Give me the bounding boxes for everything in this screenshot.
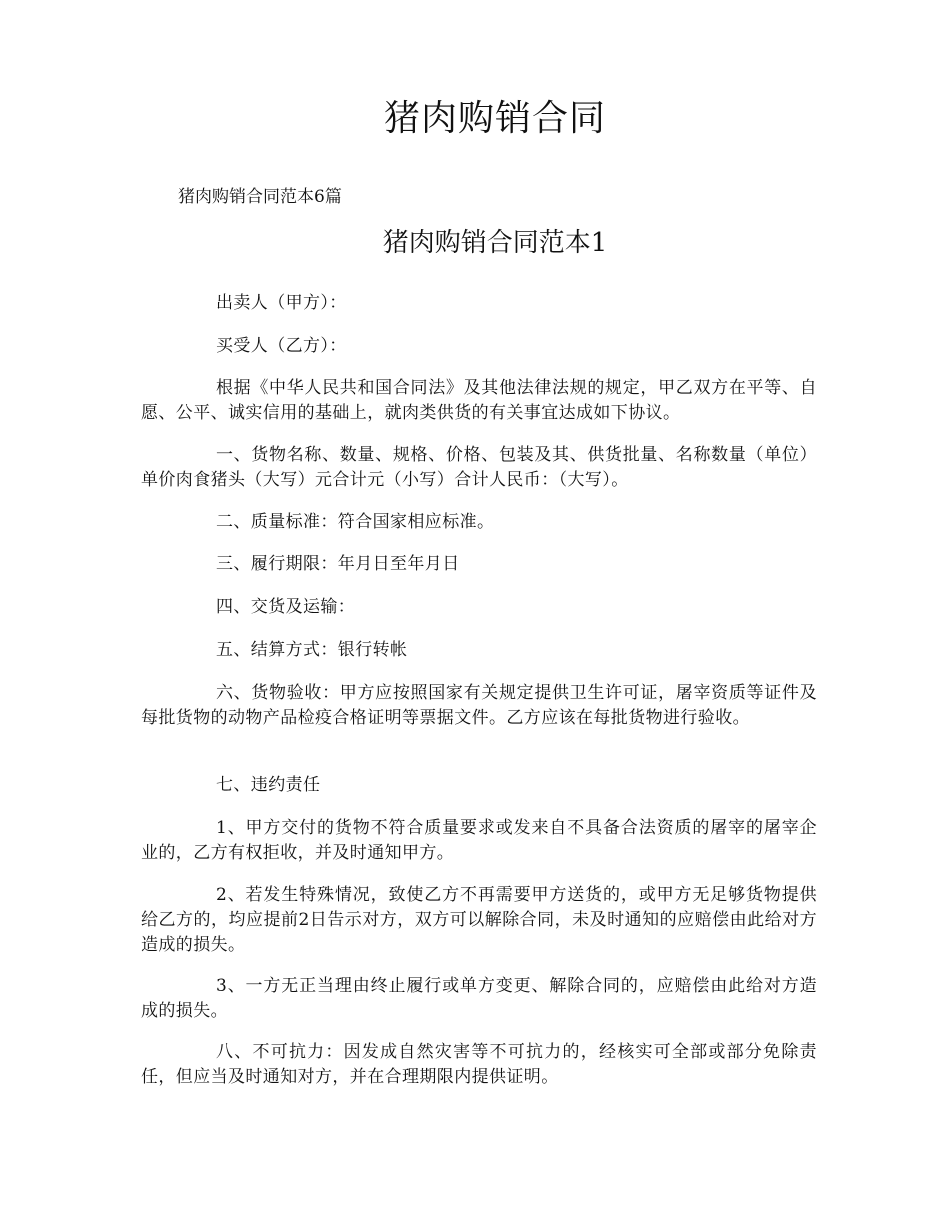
paragraph-preamble: 根据《中华人民共和国合同法》及其他法律法规的规定，甲乙双方在平等、自愿、公平、诚实信用的基础上，就肉类供货的有关事宜达成如下协议。 bbox=[141, 378, 817, 423]
paragraph-liability-2: 2、若发生特殊情况，致使乙方不再需要甲方送货的，或甲方无足够货物提供给乙方的，均应提前2日告示对方，双方可以解除合同，未及时通知的应赔偿由此给对方造成的损失。 bbox=[141, 885, 817, 955]
section-title: 猪肉购销合同范本1 bbox=[382, 228, 608, 258]
paragraph-buyer: 买受人（乙方）： bbox=[216, 336, 347, 356]
paragraph-clause-1: 一、货物名称、数量、规格、价格、包装及其、供货批量、名称数量（单位）单价肉食猪头（大写）元合计元（小写）合计人民币：（大写）。 bbox=[141, 445, 817, 490]
paragraph-liability-3: 3、一方无正当理由终止履行或单方变更、解除合同的，应赔偿由此给对方造成的损失。 bbox=[141, 976, 817, 1021]
paragraph-clause-2: 二、质量标准：符合国家相应标准。 bbox=[216, 512, 495, 532]
paragraph-clause-3: 三、履行期限：年月日至年月日 bbox=[216, 554, 460, 574]
document-title: 猪肉购销合同 bbox=[383, 98, 606, 139]
document-subtitle: 猪肉购销合同范本6篇 bbox=[178, 187, 342, 207]
paragraph-clause-7: 七、违约责任 bbox=[216, 775, 321, 795]
paragraph-liability-1: 1、甲方交付的货物不符合质量要求或发来自不具备合法资质的屠宰的屠宰企业的，乙方有权拒收，并及时通知甲方。 bbox=[141, 818, 817, 863]
paragraph-clause-5: 五、结算方式：银行转帐 bbox=[216, 640, 408, 660]
paragraph-clause-8: 八、不可抗力：因发成自然灾害等不可抗力的，经核实可全部或部分免除责任，但应当及时通知对方，并在合理期限内提供证明。 bbox=[141, 1042, 817, 1087]
paragraph-seller: 出卖人（甲方）： bbox=[216, 293, 347, 313]
paragraph-clause-4: 四、交货及运输： bbox=[216, 597, 356, 617]
paragraph-clause-6: 六、货物验收：甲方应按照国家有关规定提供卫生许可证，屠宰资质等证件及每批货物的动物产品检疫合格证明等票据文件。乙方应该在每批货物进行验收。 bbox=[141, 683, 817, 728]
